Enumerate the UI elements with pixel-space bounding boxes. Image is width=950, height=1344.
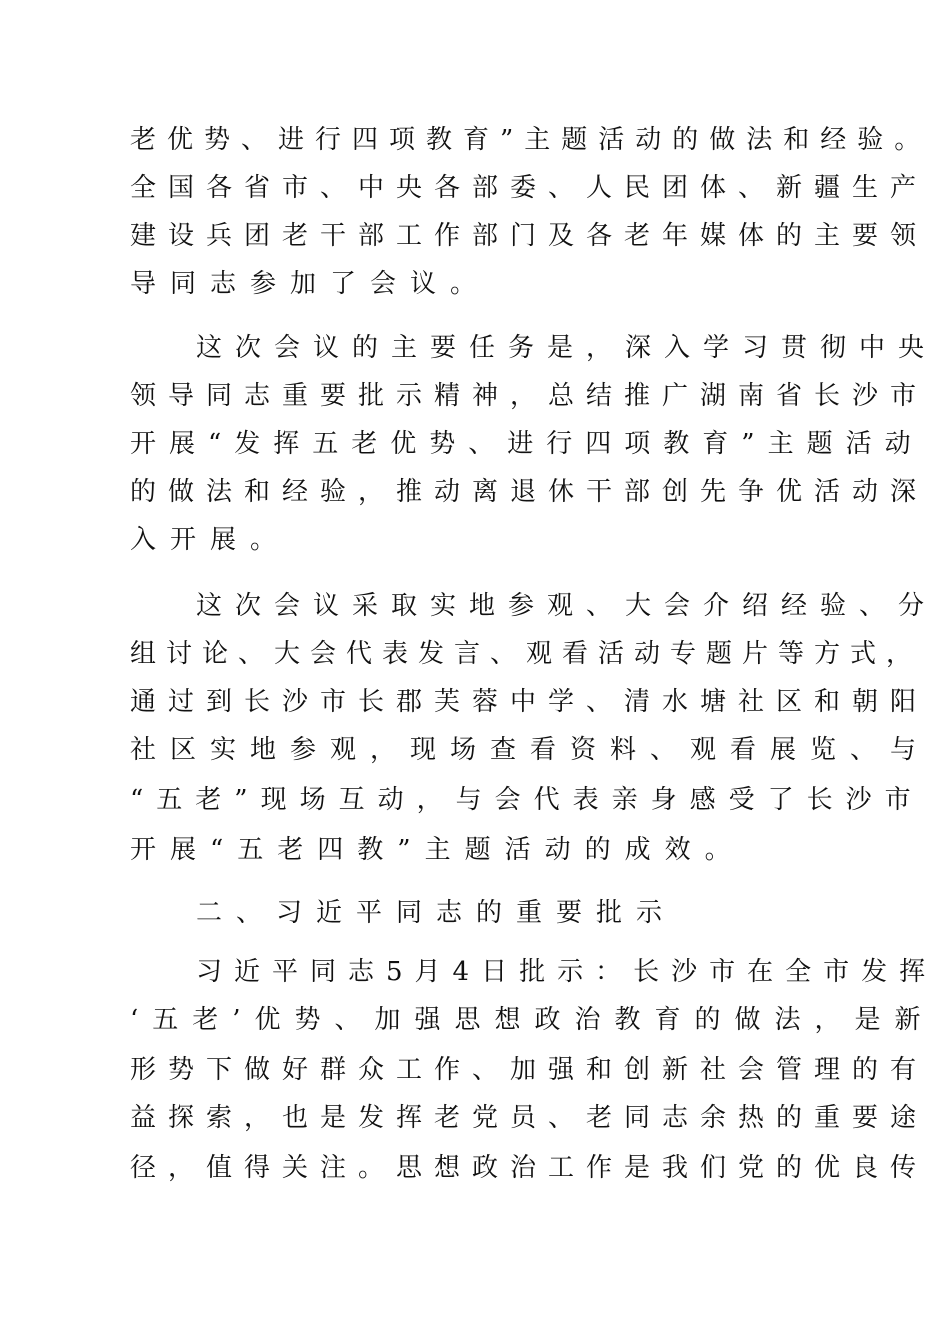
paragraph-3-line-3: 通过到长沙市长郡芙蓉中学、清水塘社区和朝阳 (130, 687, 929, 717)
paragraph-2-line-3: 开展“发挥五老优势、进行四项教育”主题活动 (130, 429, 924, 459)
paragraph-2-line-5: 入开展。 (130, 525, 291, 555)
paragraph-1-line-3: 建设兵团老干部工作部门及各老年媒体的主要领 (130, 221, 929, 251)
paragraph-2-line-2: 领导同志重要批示精神，总结推广湖南省长沙市 (130, 381, 929, 411)
paragraph-1-line-2: 全国各省市、中央各部委、人民团体、新疆生产 (130, 173, 929, 203)
paragraph-3-line-4: 社区实地参观，现场查看资料、观看展览、与 (130, 735, 931, 765)
paragraph-4-line-4: 益探索，也是发挥老党员、老同志余热的重要途 (130, 1103, 929, 1133)
paragraph-3-line-6: 开展“五老四教”主题活动的成效。 (130, 835, 745, 865)
paragraph-3-line-1: 这次会议采取实地参观、大会介绍经验、分 (196, 591, 938, 621)
paragraph-3-line-2: 组讨论、大会代表发言、观看活动专题片等方式， (130, 639, 923, 669)
paragraph-4-line-1: 习近平同志5月4日批示：长沙市在全市发挥 (196, 957, 938, 987)
paragraph-4-line-3: 形势下做好群众工作、加强和创新社会管理的有 (130, 1055, 929, 1085)
section-heading: 二、习近平同志的重要批示 (196, 898, 677, 928)
paragraph-2-line-1: 这次会议的主要任务是，深入学习贯彻中央 (196, 333, 938, 363)
paragraph-1-line-4: 导同志参加了会议。 (130, 269, 491, 299)
paragraph-2-line-4: 的做法和经验，推动离退休干部创先争优活动深 (130, 477, 929, 507)
paragraph-3-line-5: “五老”现场互动，与会代表亲身感受了长沙市 (130, 785, 924, 815)
paragraph-1-line-1: 老优势、进行四项教育”主题活动的做法和经验。 (130, 125, 932, 155)
paragraph-4-line-2: ‘五老’优势、加强思想政治教育的做法，是新 (130, 1005, 935, 1035)
paragraph-4-line-5: 径，值得关注。思想政治工作是我们党的优良传 (130, 1153, 929, 1183)
